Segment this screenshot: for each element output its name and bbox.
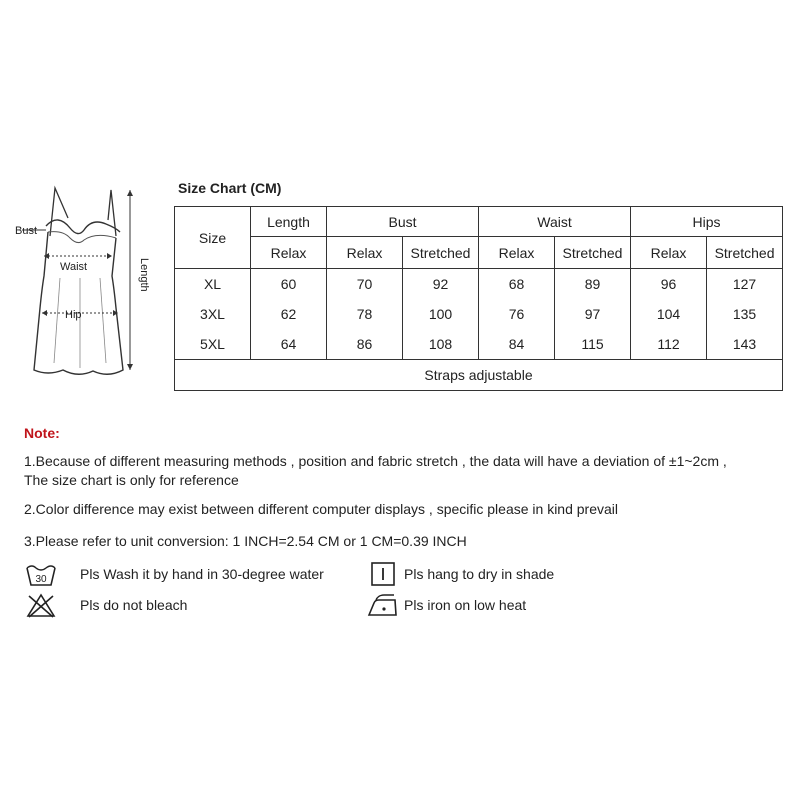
table-row [175, 299, 783, 329]
table-cell: 127 [707, 269, 783, 300]
bust-header: Bust [327, 207, 479, 237]
table-cell: 115 [555, 329, 631, 360]
table-cell: 96 [631, 269, 707, 300]
subheader-cell: Stretched [555, 237, 631, 269]
note-title: Note: [24, 425, 60, 441]
table-cell: 143 [707, 329, 783, 360]
straps-note: Straps adjustable [175, 360, 783, 391]
size-chart-title: Size Chart (CM) [178, 180, 282, 196]
length-label: Length [138, 258, 150, 292]
care-wash [24, 560, 324, 588]
size-cell: 5XL [175, 329, 251, 360]
size-cell: XL [175, 269, 251, 300]
care-bleach [24, 591, 187, 619]
no-bleach-icon [24, 591, 58, 619]
table-cell: 68 [479, 269, 555, 300]
iron-low-heat-icon [366, 591, 400, 619]
waist-header: Waist [479, 207, 631, 237]
header-row-groups [175, 207, 783, 237]
hand-wash-30-icon [24, 560, 58, 588]
table-cell: 84 [479, 329, 555, 360]
note-line: The size chart is only for reference [24, 472, 239, 488]
hang-instruction: Pls hang to dry in shade [404, 566, 555, 582]
size-header: Size [175, 207, 251, 269]
table-cell: 60 [251, 269, 327, 300]
table-row [175, 269, 783, 300]
subheader-cell: Relax [479, 237, 555, 269]
subheader-cell: Relax [631, 237, 707, 269]
size-chart-table [174, 206, 783, 391]
table-cell: 64 [251, 329, 327, 360]
length-header: Length [251, 207, 327, 237]
subheader-cell: Stretched [403, 237, 479, 269]
footer-row [175, 360, 783, 391]
table-cell: 108 [403, 329, 479, 360]
table-cell: 112 [631, 329, 707, 360]
table-cell: 70 [327, 269, 403, 300]
wash-temp-number: 30 [35, 574, 47, 585]
iron-instruction: Pls iron on low heat [404, 597, 527, 613]
size-cell: 3XL [175, 299, 251, 329]
table-cell: 78 [327, 299, 403, 329]
table-cell: 76 [479, 299, 555, 329]
header-row-subheaders [175, 237, 783, 269]
bust-label: Bust [15, 225, 38, 237]
hip-label: Hip [65, 309, 82, 321]
hips-header: Hips [631, 207, 783, 237]
note-item-1 [24, 452, 794, 490]
hang-dry-icon [366, 560, 400, 588]
care-hang [366, 560, 554, 588]
note-item-2: 2.Color difference may exist between different computer displays , specific please in kind prevail [24, 501, 619, 517]
bleach-instruction: Pls do not bleach [80, 597, 188, 613]
table-cell: 89 [555, 269, 631, 300]
table-cell: 92 [403, 269, 479, 300]
note-item-3: 3.Please refer to unit conversion: 1 INCH=2.54 CM or 1 CM=0.39 INCH [24, 533, 467, 549]
garment-figure [8, 158, 178, 398]
notes-section [24, 425, 794, 551]
table-cell: 86 [327, 329, 403, 360]
table-cell: 97 [555, 299, 631, 329]
subheader-cell: Relax [251, 237, 327, 269]
waist-label: Waist [60, 261, 88, 273]
slip-dress-illustration [8, 158, 178, 398]
subheader-cell: Stretched [707, 237, 783, 269]
care-iron [366, 591, 526, 619]
subheader-cell: Relax [327, 237, 403, 269]
table-row [175, 329, 783, 360]
table-cell: 62 [251, 299, 327, 329]
table-cell: 104 [631, 299, 707, 329]
table-cell: 135 [707, 299, 783, 329]
wash-instruction: Pls Wash it by hand in 30-degree water [80, 566, 324, 582]
table-cell: 100 [403, 299, 479, 329]
note-line: 1.Because of different measuring methods , position and fabric stretch , the data will have a deviation of ±1~2cm , [24, 453, 727, 469]
